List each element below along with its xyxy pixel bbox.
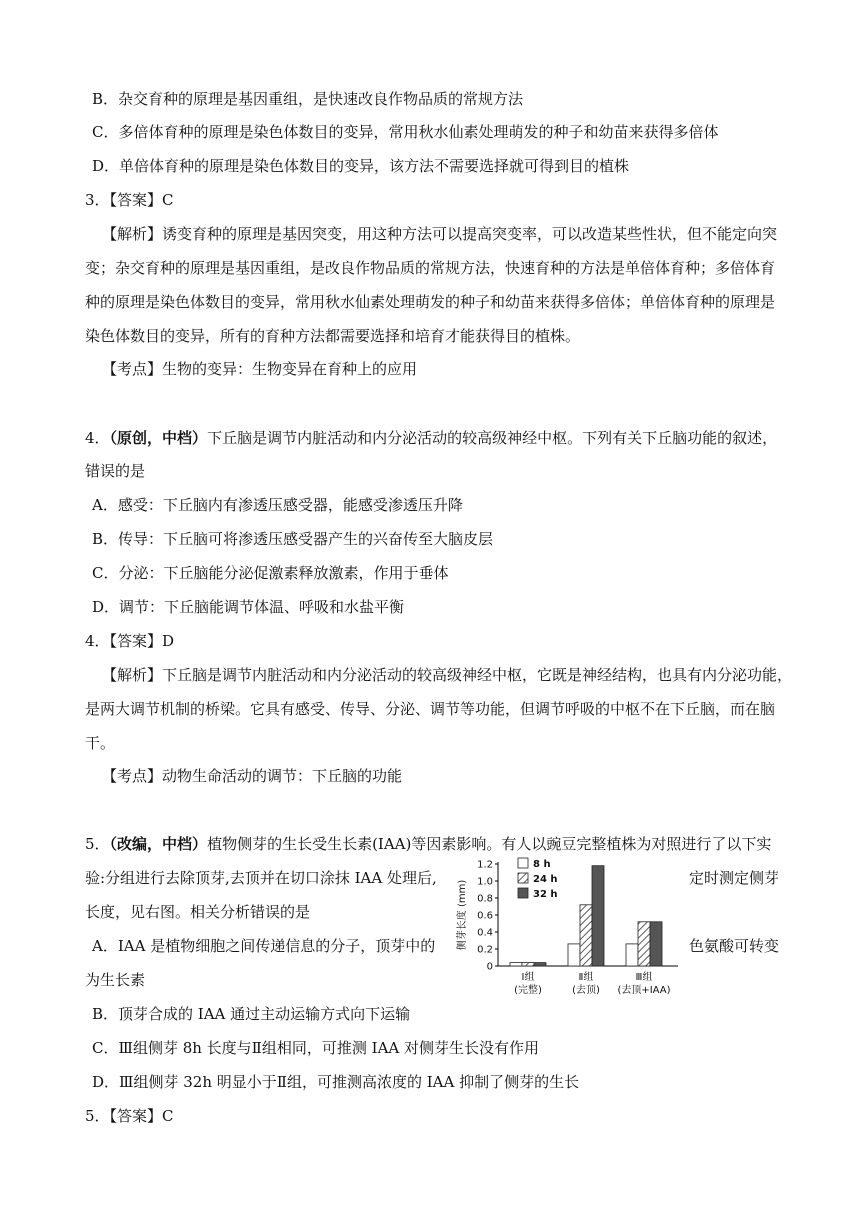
q2-option-c: C．多倍体育种的原理是染色体数目的变异，常用秋水仙素处理萌发的种子和幼苗来获得多倍体 bbox=[92, 123, 719, 141]
x-tick-label: Ⅲ组 bbox=[635, 972, 653, 983]
q4-answer: 4．【答案】D bbox=[85, 632, 175, 650]
bar bbox=[580, 905, 592, 966]
x-tick-label: Ⅱ组 bbox=[578, 972, 594, 983]
q5-number: 5． bbox=[85, 835, 110, 853]
bar bbox=[510, 963, 522, 966]
legend-label: 8 h bbox=[533, 859, 551, 870]
q3-analysis-line: 染色体数目的变异，所有的育种方法都需要选择和培育才能获得目的植株。 bbox=[85, 327, 581, 345]
q5-option-a-cont: 为生长素 bbox=[85, 971, 146, 989]
q4-stem-cont: 错误的是 bbox=[85, 462, 146, 480]
q4-number: 4． bbox=[85, 429, 110, 447]
q5-stem-text: 植物侧芽的生长受生长素(IAA)等因素影响。有人以豌豆完整植株为对照进行了以下实 bbox=[207, 835, 772, 853]
x-tick-sublabel: (完整) bbox=[514, 985, 542, 996]
y-tick-label: 1.2 bbox=[477, 859, 493, 871]
q3-answer: 3．【答案】C bbox=[85, 191, 174, 209]
q4-stem bbox=[85, 428, 777, 448]
bar bbox=[534, 963, 546, 966]
q2-option-b: B．杂交育种的原理是基因重组，是快速改良作物品质的常规方法 bbox=[92, 90, 524, 108]
bar bbox=[522, 963, 534, 966]
q5-stem bbox=[85, 834, 771, 854]
y-tick-label: 0.8 bbox=[477, 893, 493, 905]
q4-point: 【考点】动物生命活动的调节：下丘脑的功能 bbox=[102, 767, 403, 785]
bar bbox=[650, 922, 662, 966]
q2-option-d: D．单倍体育种的原理是染色体数目的变异，该方法不需要选择就可得到目的植株 bbox=[92, 157, 630, 175]
y-tick-label: 1.0 bbox=[477, 876, 493, 888]
q5-stem-cont: 验:分组进行去除顶芽,去顶并在切口涂抹 IAA 处理后, bbox=[85, 869, 437, 887]
legend-swatch bbox=[518, 888, 528, 898]
q3-point: 【考点】生物的变异：生物变异在育种上的应用 bbox=[102, 360, 418, 378]
y-tick-label: 0.6 bbox=[477, 910, 493, 922]
y-tick-label: 0.4 bbox=[477, 927, 493, 939]
y-tick-label: 0 bbox=[486, 961, 493, 973]
q4-option-d: D．调节：下丘脑能调节体温、呼吸和水盐平衡 bbox=[92, 598, 405, 616]
q5-option-c: C．Ⅲ组侧芽 8h 长度与Ⅱ组相同，可推测 IAA 对侧芽生长没有作用 bbox=[92, 1039, 540, 1057]
y-tick-label: 0.2 bbox=[477, 944, 493, 956]
q4-option-c: C．分泌：下丘脑能分泌促激素释放激素，作用于垂体 bbox=[92, 564, 449, 582]
q5-option-a-cont: 色氨酸可转变 bbox=[689, 937, 780, 955]
q5-option-d: D．Ⅲ组侧芽 32h 明显小于Ⅱ组，可推测高浓度的 IAA 抑制了侧芽的生长 bbox=[92, 1073, 580, 1091]
legend-swatch bbox=[518, 873, 528, 883]
q4-analysis-line: 【解析】下丘脑是调节内脏活动和内分泌活动的较高级神经中枢，它既是神经结构，也具有内分泌功能， bbox=[102, 666, 793, 684]
q3-analysis-line: 【解析】诱变育种的原理是基因突变，用这种方法可以提高突变率，可以改造某些性状，但不能定向突 bbox=[102, 225, 778, 243]
q5-answer: 5．【答案】C bbox=[85, 1107, 174, 1125]
bar bbox=[638, 922, 650, 966]
legend-label: 32 h bbox=[533, 889, 558, 900]
q5-tag: （改编，中档） bbox=[109, 835, 208, 853]
q4-analysis-line: 干。 bbox=[85, 734, 116, 752]
bar bbox=[592, 866, 604, 966]
q4-option-a: A．感受：下丘脑内有渗透压感受器，能感受渗透压升降 bbox=[92, 496, 463, 514]
q4-tag: （原创，中档） bbox=[109, 429, 208, 447]
bar-chart bbox=[448, 852, 683, 1004]
q5-stem-cont: 长度，见右图。相关分析错误的是 bbox=[85, 903, 311, 921]
q5-stem-cont-right: 定时测定侧芽 bbox=[689, 869, 780, 887]
bar bbox=[568, 944, 580, 966]
q5-option-a: A．IAA 是植物细胞之间传递信息的分子，顶芽中的 bbox=[92, 937, 436, 955]
x-tick-label: Ⅰ组 bbox=[521, 972, 535, 983]
legend-label: 24 h bbox=[533, 874, 558, 885]
q4-stem-text: 下丘脑是调节内脏活动和内分泌活动的较高级神经中枢。下列有关下丘脑功能的叙述， bbox=[207, 429, 778, 447]
bar bbox=[626, 944, 638, 966]
x-tick-sublabel: (去顶+IAA) bbox=[617, 985, 671, 996]
q3-analysis-line: 种的原理是染色体数目的变异，常用秋水仙素处理萌发的种子和幼苗来获得多倍体；单倍体育种的原理是 bbox=[85, 293, 776, 311]
legend-swatch bbox=[518, 858, 528, 868]
q4-analysis-line: 是两大调节机制的桥梁。它具有感受、传导、分泌、调节等功能，但调节呼吸的中枢不在下丘脑，而在脑 bbox=[85, 700, 776, 718]
y-axis-label: 侧芽长度 (mm) bbox=[457, 879, 468, 951]
q3-analysis-line: 变；杂交育种的原理是基因重组，是改良作物品质的常规方法，快速育种的方法是单倍体育种；多倍体育 bbox=[85, 259, 776, 277]
x-tick-sublabel: (去顶) bbox=[572, 985, 600, 996]
q4-option-b: B．传导：下丘脑可将渗透压感受器产生的兴奋传至大脑皮层 bbox=[92, 530, 494, 548]
q5-option-b: B．顶芽合成的 IAA 通过主动运输方式向下运输 bbox=[92, 1005, 411, 1023]
